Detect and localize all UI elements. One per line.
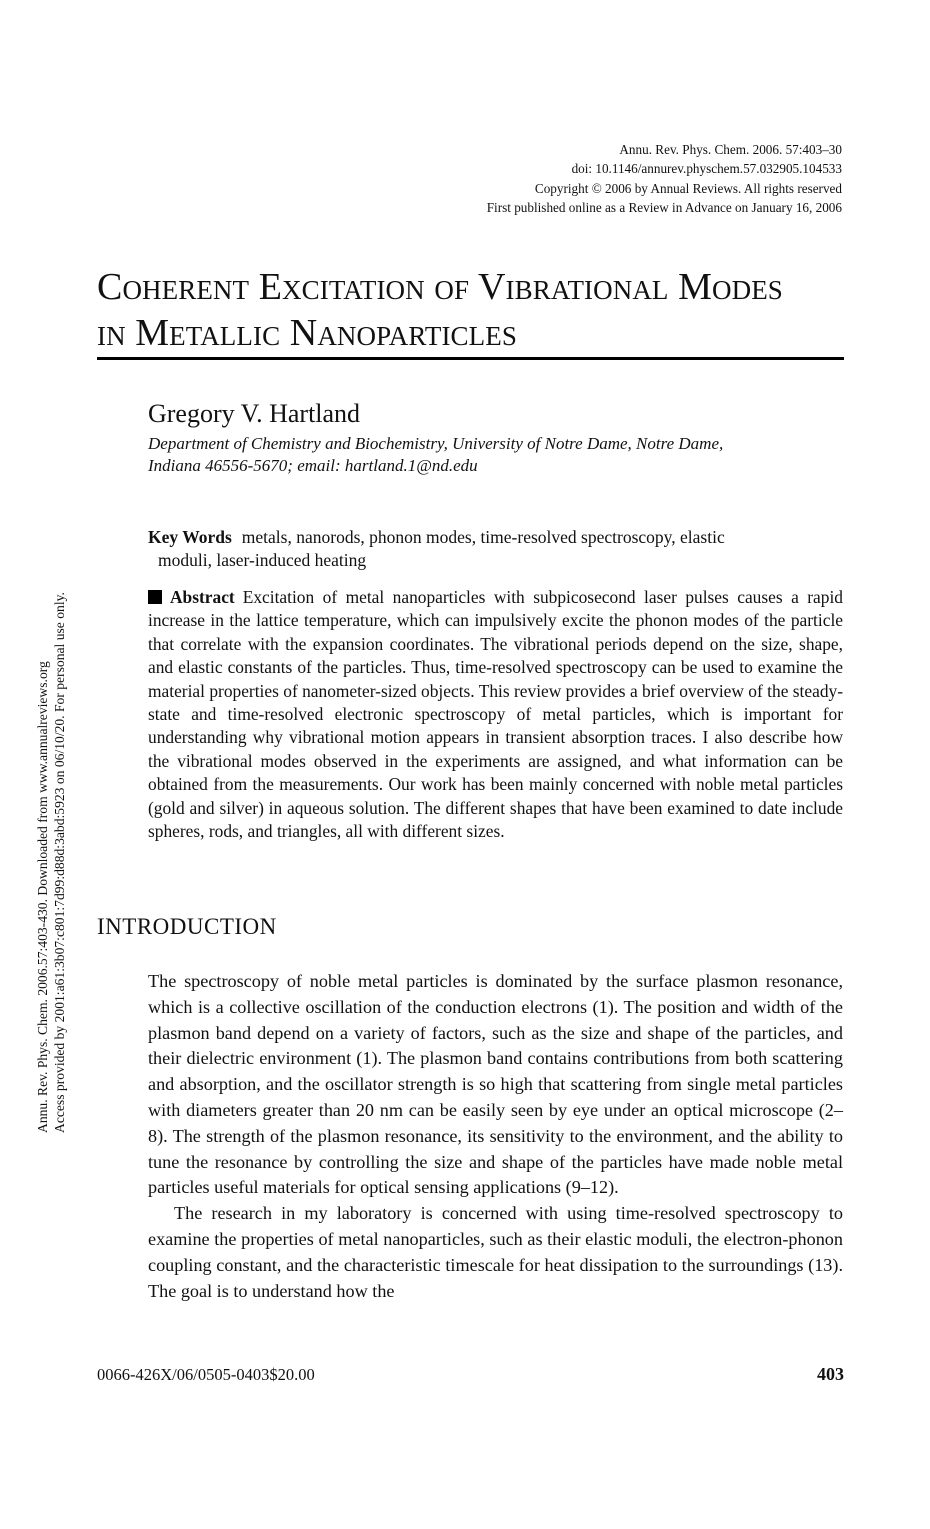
abstract-block bbox=[148, 586, 843, 843]
introduction-heading: INTRODUCTION bbox=[97, 914, 277, 939]
keywords-text-1: metals, nanorods, phonon modes, time-resolved spectroscopy, elastic bbox=[241, 527, 725, 547]
page-number: 403 bbox=[817, 1364, 844, 1384]
copyright-line: Copyright © 2006 by Annual Reviews. All rights reserved bbox=[534, 180, 842, 196]
introduction-paragraph-1: The spectroscopy of noble metal particles is dominated by the surface plasmon resonance, which is a collective oscillation of the conduction electrons (1). The position and width of the plasmon band depend on a variety of factors, such as the size and shape of the particles, and their dielectric environment (1). The plasmon band contains contributions from both scattering and absorption, and the oscillator strength is so high that scattering from single metal particles with diameters greater than 20 nm can be easily seen by eye under an optical microscope (2–8). The strength of the plasmon resonance, its sensitivity to the environment, and the ability to tune the resonance by controlling the size and shape of the particles have made noble metal particles useful materials for optical sensing applications (9–12). bbox=[148, 971, 843, 1198]
citation-line: Annu. Rev. Phys. Chem. 2006. 57:403–30 bbox=[619, 142, 842, 157]
doi-line: doi: 10.1146/annurev.physchem.57.032905.104533 bbox=[571, 161, 842, 177]
abstract-text: Excitation of metal nanoparticles with subpicosecond laser pulses causes a rapid increase in the lattice temperature, which can impulsively excite the phonon modes of the particle that correlate with the expansion coordinates. The vibrational periods depend on the size, shape, and elastic constants of the particles. Thus, time-resolved spectroscopy can be used to examine the material properties of nanometer-sized objects. This review provides a brief overview of the steady-state and time-resolved electronic spectroscopy of metal particles, which is important for understanding why vibrational motion appears in transient absorption traces. I also describe how the vibrational modes observed in the experiments are assigned, and what information can be obtained from the measurements. Our work has been mainly concerned with noble metal particles (gold and silver) in aqueous solution. The different shapes that have been examined to date include spheres, rods, and triangles, all with different sizes. bbox=[148, 587, 843, 842]
article-header bbox=[487, 140, 842, 217]
affiliation-line-2: Indiana 46556-5670; email: hartland.1@nd.edu bbox=[148, 456, 478, 475]
side-note-line-1: Annu. Rev. Phys. Chem. 2006.57:403-430. Downloaded from www.annualreviews.org bbox=[35, 661, 50, 1133]
footer-code: 0066-426X/06/0505-0403$20.00 bbox=[97, 1365, 315, 1384]
keywords-label: Key Words bbox=[148, 527, 232, 547]
abstract-label: Abstract bbox=[170, 587, 235, 607]
affiliation-line-1: Department of Chemistry and Biochemistry, University of Notre Dame, Notre Dame, bbox=[148, 434, 724, 453]
keywords-text-2: moduli, laser-induced heating bbox=[158, 550, 367, 570]
introduction-paragraph-2: The research in my laboratory is concerned with using time-resolved spectroscopy to examine the properties of metal nanoparticles, such as their elastic moduli, the electron-phonon coupling constant, and the characteristic timescale for heat dissipation to the surroundings (13). The goal is to understand how the bbox=[148, 1203, 843, 1301]
author-name: Gregory V. Hartland bbox=[148, 399, 361, 428]
published-line: First published online as a Review in Advance on January 16, 2006 bbox=[486, 199, 842, 215]
title-line-2: in Metallic Nanoparticles bbox=[97, 312, 517, 354]
author-affiliation bbox=[148, 433, 848, 477]
side-note-line-2: Access provided by 2001:a61:3b07:c801:7d99:d88d:3abd:5923 on 06/10/20. For personal use only. bbox=[52, 592, 67, 1133]
article-title bbox=[97, 264, 857, 356]
title-divider bbox=[97, 357, 844, 360]
square-bullet-icon bbox=[148, 590, 162, 604]
side-access-note bbox=[34, 393, 68, 1133]
introduction-body bbox=[148, 969, 843, 1304]
keywords-block bbox=[148, 526, 843, 572]
title-line-1: Coherent Excitation of Vibrational Modes bbox=[97, 266, 783, 308]
